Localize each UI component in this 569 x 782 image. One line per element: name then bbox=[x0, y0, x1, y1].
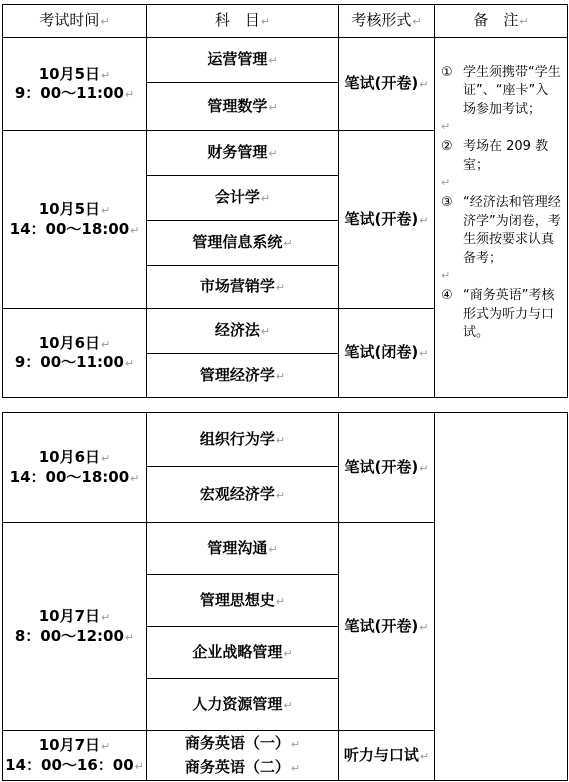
subject-name: 管理思想史 bbox=[199, 590, 275, 609]
paragraph-mark-icon: ↵ bbox=[130, 223, 140, 237]
exam-format: 听力与口试 bbox=[343, 745, 419, 764]
exam-time-cell bbox=[3, 38, 147, 131]
remarks-cell-empty bbox=[435, 413, 568, 781]
subject-name: 管理数学 bbox=[207, 96, 268, 115]
exam-format: 笔试(开卷) bbox=[344, 616, 419, 635]
paragraph-mark-icon: ↵ bbox=[101, 204, 111, 217]
exam-schedule-table-2 bbox=[2, 412, 568, 781]
exam-time-cell bbox=[3, 413, 147, 523]
subject-name: 管理沟通 bbox=[207, 538, 268, 557]
remark-item bbox=[441, 194, 561, 268]
header-format: 考核形式 bbox=[351, 11, 412, 30]
paragraph-mark-icon: ↵ bbox=[101, 337, 111, 351]
paragraph-mark-icon: ↵ bbox=[419, 347, 429, 361]
exam-time-cell bbox=[3, 131, 147, 309]
subject-name: 运营管理 bbox=[207, 50, 268, 69]
exam-time: 14：00～18:00 bbox=[9, 219, 130, 238]
exam-date: 10月7日 bbox=[38, 607, 101, 625]
paragraph-mark-icon: ↵ bbox=[101, 611, 111, 624]
remark-text: “经济法和管理经济学”为闭卷，考生须按要求认真备考； bbox=[463, 195, 561, 266]
remark-number: ③ bbox=[441, 195, 453, 211]
remark-text: “商务英语”考核形式为听力与口试。 bbox=[463, 288, 555, 340]
header-time: 考试时间 bbox=[39, 11, 100, 30]
paragraph-mark-icon: ↵ bbox=[290, 762, 301, 775]
subject-cell bbox=[147, 221, 339, 266]
paragraph-mark-icon: ↵ bbox=[101, 740, 111, 753]
remarks-cell bbox=[435, 38, 568, 398]
format-cell bbox=[339, 131, 435, 309]
subject-name: 会计学 bbox=[214, 188, 260, 207]
subject-name: 管理经济学 bbox=[199, 365, 275, 384]
paragraph-mark-icon: ↵ bbox=[412, 15, 422, 29]
paragraph-mark-icon: ↵ bbox=[275, 281, 286, 295]
exam-time: 14：00～16：00 bbox=[5, 755, 134, 774]
exam-time-cell bbox=[3, 523, 147, 731]
subject-cell bbox=[147, 309, 339, 354]
paragraph-mark-icon: ↵ bbox=[134, 759, 144, 773]
header-remarks-cell bbox=[435, 5, 568, 38]
subject-name: 市场营销学 bbox=[199, 277, 275, 296]
paragraph-mark-icon: ↵ bbox=[268, 100, 278, 114]
paragraph-mark-icon: ↵ bbox=[419, 213, 429, 227]
subject-name: 商务英语（一） bbox=[184, 733, 290, 752]
exam-time: 14：00～18:00 bbox=[9, 467, 130, 486]
subject-cell bbox=[147, 354, 339, 398]
subject-name: 经济法 bbox=[214, 321, 260, 340]
paragraph-mark-icon: ↵ bbox=[275, 488, 286, 502]
subject-cell bbox=[147, 679, 339, 731]
subject-cell bbox=[147, 413, 339, 467]
exam-format: 笔试(开卷) bbox=[344, 74, 419, 93]
subject-cell bbox=[147, 756, 339, 781]
table-row bbox=[3, 413, 568, 467]
paragraph-mark-icon: ↵ bbox=[419, 749, 430, 763]
subject-cell bbox=[147, 38, 339, 83]
subject-cell bbox=[147, 575, 339, 627]
exam-time: 9：00～11:00 bbox=[14, 84, 124, 102]
subject-cell bbox=[147, 523, 339, 575]
paragraph-mark-icon: ↵ bbox=[260, 192, 271, 206]
exam-format: 笔试(闭卷) bbox=[344, 343, 419, 362]
exam-date: 10月5日 bbox=[38, 200, 101, 218]
paragraph-mark-icon: ↵ bbox=[268, 542, 278, 556]
header-subject: 科 目 bbox=[214, 11, 260, 30]
exam-date: 10月7日 bbox=[38, 736, 101, 754]
exam-date: 10月6日 bbox=[38, 448, 101, 466]
paragraph-mark-icon: ↵ bbox=[283, 698, 293, 712]
remark-text: 考场在 209 教室； bbox=[463, 139, 549, 173]
remark-number: ① bbox=[441, 65, 453, 80]
format-cell bbox=[339, 413, 435, 523]
paragraph-mark-icon: ↵ bbox=[290, 737, 301, 751]
subject-name: 组织行为学 bbox=[199, 429, 275, 448]
paragraph-mark-icon: ↵ bbox=[283, 646, 293, 660]
remark-number: ② bbox=[441, 139, 453, 155]
paragraph-mark-icon: ↵ bbox=[260, 15, 271, 29]
subject-name: 人力资源管理 bbox=[192, 694, 283, 713]
exam-date: 10月5日 bbox=[38, 64, 101, 83]
exam-time-cell bbox=[3, 731, 147, 781]
paragraph-mark-icon: ↵ bbox=[260, 325, 271, 339]
paragraph-mark-icon: ↵ bbox=[101, 452, 111, 465]
paragraph-mark-icon: ↵ bbox=[124, 357, 135, 370]
remark-text: 学生须携带“学生证”、“座卡”入场参加考试； bbox=[463, 65, 561, 117]
header-format-cell bbox=[339, 5, 435, 38]
subject-cell bbox=[147, 467, 339, 523]
paragraph-mark-icon: ↵ bbox=[275, 594, 286, 608]
subject-name: 管理信息系统 bbox=[192, 233, 283, 252]
remark-number: ④ bbox=[441, 288, 453, 304]
paragraph-mark-icon: ↵ bbox=[283, 237, 293, 251]
format-cell bbox=[339, 309, 435, 398]
paragraph-mark-icon: ↵ bbox=[441, 176, 451, 190]
header-subject-cell bbox=[147, 5, 339, 38]
paragraph-mark-icon: ↵ bbox=[441, 120, 451, 134]
subject-name: 企业战略管理 bbox=[192, 642, 283, 661]
paragraph-mark-icon: ↵ bbox=[268, 147, 278, 161]
subject-cell bbox=[147, 83, 339, 131]
paragraph-mark-icon: ↵ bbox=[101, 68, 111, 82]
paragraph-mark-icon: ↵ bbox=[419, 461, 429, 475]
remark-item bbox=[441, 64, 561, 119]
paragraph-mark-icon: ↵ bbox=[419, 620, 429, 634]
remark-item bbox=[441, 138, 561, 175]
header-row bbox=[3, 5, 568, 38]
exam-format: 笔试(开卷) bbox=[344, 457, 419, 476]
paragraph-mark-icon: ↵ bbox=[275, 433, 286, 447]
subject-cell bbox=[147, 731, 339, 756]
exam-time: 9：00～11:00 bbox=[14, 353, 124, 371]
exam-time-cell bbox=[3, 309, 147, 398]
table-row bbox=[3, 38, 568, 83]
subject-cell bbox=[147, 266, 339, 309]
remark-item bbox=[441, 287, 561, 342]
paragraph-mark-icon: ↵ bbox=[519, 15, 529, 29]
header-remarks: 备 注 bbox=[473, 11, 519, 30]
paragraph-mark-icon: ↵ bbox=[275, 369, 286, 383]
subject-name: 商务英语（二） bbox=[184, 758, 290, 776]
exam-schedule-table-1 bbox=[2, 4, 568, 398]
paragraph-mark-icon: ↵ bbox=[124, 88, 135, 101]
exam-date: 10月6日 bbox=[38, 333, 101, 352]
exam-format: 笔试(开卷) bbox=[344, 209, 419, 228]
paragraph-mark-icon: ↵ bbox=[130, 471, 140, 485]
header-time-cell bbox=[3, 5, 147, 38]
format-cell bbox=[339, 38, 435, 131]
exam-time: 8：00～12:00 bbox=[14, 626, 124, 645]
format-cell bbox=[339, 523, 435, 731]
subject-cell bbox=[147, 176, 339, 221]
paragraph-mark-icon: ↵ bbox=[441, 269, 451, 283]
paragraph-mark-icon: ↵ bbox=[419, 78, 429, 92]
subject-name: 财务管理 bbox=[207, 143, 268, 162]
subject-name: 宏观经济学 bbox=[199, 484, 275, 503]
paragraph-mark-icon: ↵ bbox=[124, 630, 135, 644]
format-cell bbox=[339, 731, 435, 781]
subject-cell bbox=[147, 131, 339, 176]
paragraph-mark-icon: ↵ bbox=[268, 54, 278, 68]
paragraph-mark-icon: ↵ bbox=[100, 15, 110, 29]
subject-cell bbox=[147, 627, 339, 679]
